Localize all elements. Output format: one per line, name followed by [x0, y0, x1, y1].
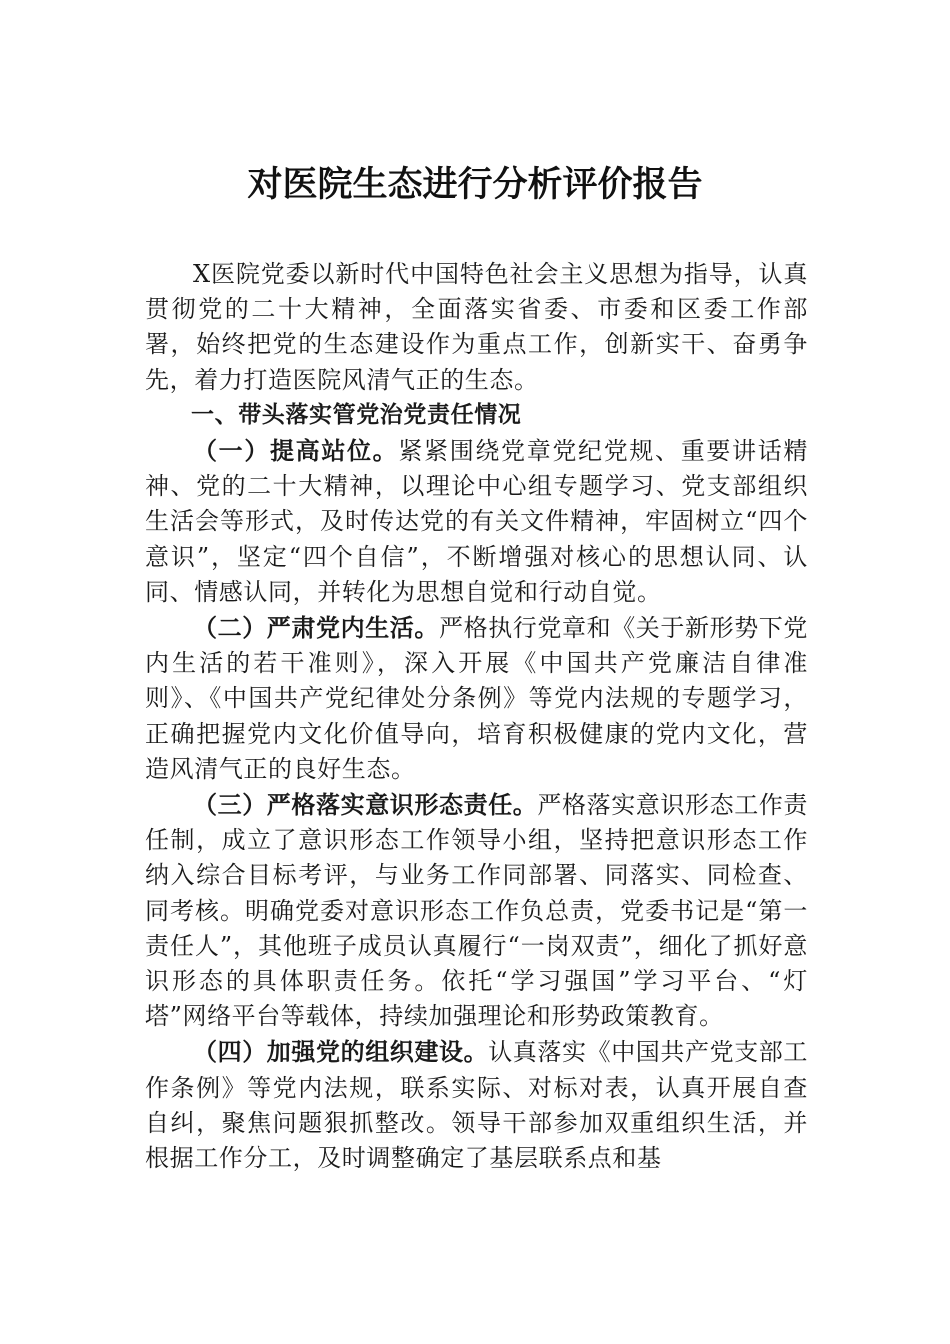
intro-paragraph: X医院党委以新时代中国特色社会主义思想为指导，认真贯彻党的二十大精神，全面落实省委、市委和区委工作部署，始终把党的生态建设作为重点工作，创新实干、奋勇争先，着力打造医院风清气正的生态。 [145, 260, 808, 394]
item-text-3: 严格落实意识形态工作责任制，成立了意识形态工作领导小组，坚持把意识形态工作纳入综合目标考评，与业务工作同部署、同落实、同检查、同考核。明确党委对意识形态工作负总责，党委书记是“第一责任人”，其他班子成员认真履行“一岗双责”，细化了抓好意识形态的具体职责任务。依托“学习强国”学习平台、“灯塔”网络平台等载体，持续加强理论和形势政策教育。 [145, 791, 809, 1031]
item-text-1: 紧紧围绕党章党纪党规、重要讲话精神、党的二十大精神，以理论中心组专题学习、党支部组织生活会等形式，及时传达党的有关文件精神，牢固树立“四个意识”，坚定“四个自信”，不断增强对核心的思想认同、认同、情感认同，并转化为思想自觉和行动自觉。 [145, 437, 808, 606]
item-text-2: 严格执行党章和《关于新形势下党内生活的若干准则》，深入开展《中国共产党廉洁自律准则》、《中国共产党纪律处分条例》等党内法规的专题学习，正确把握党内文化价值导向，培育积极健康的党内文化，营造风清气正的良好生态。 [145, 614, 808, 783]
item-lead-1: （一）提高站位。 [193, 436, 399, 466]
item-paragraph-3 [145, 787, 808, 1034]
item-lead-4: （四）加强党的组织建设。 [193, 1037, 489, 1067]
item-paragraph-4 [145, 1034, 808, 1176]
item-lead-2: （二）严肃党内生活。 [193, 613, 439, 643]
item-paragraph-1 [145, 433, 808, 610]
item-text-4: 认真落实《中国共产党支部工作条例》等党内法规，联系实际、对标对表，认真开展自查自纠，聚焦问题狠抓整改。领导干部参加双重组织生活，并根据工作分工，及时调整确定了基层联系点和基 [145, 1038, 809, 1173]
document-body [145, 257, 808, 1176]
item-paragraph-2 [145, 610, 808, 787]
document-title: 对医院生态进行分析评价报告 [247, 164, 703, 205]
section-heading: 一、带头落实管党治党责任情况 [191, 401, 522, 428]
item-lead-3: （三）严格落实意识形态责任。 [193, 790, 538, 820]
